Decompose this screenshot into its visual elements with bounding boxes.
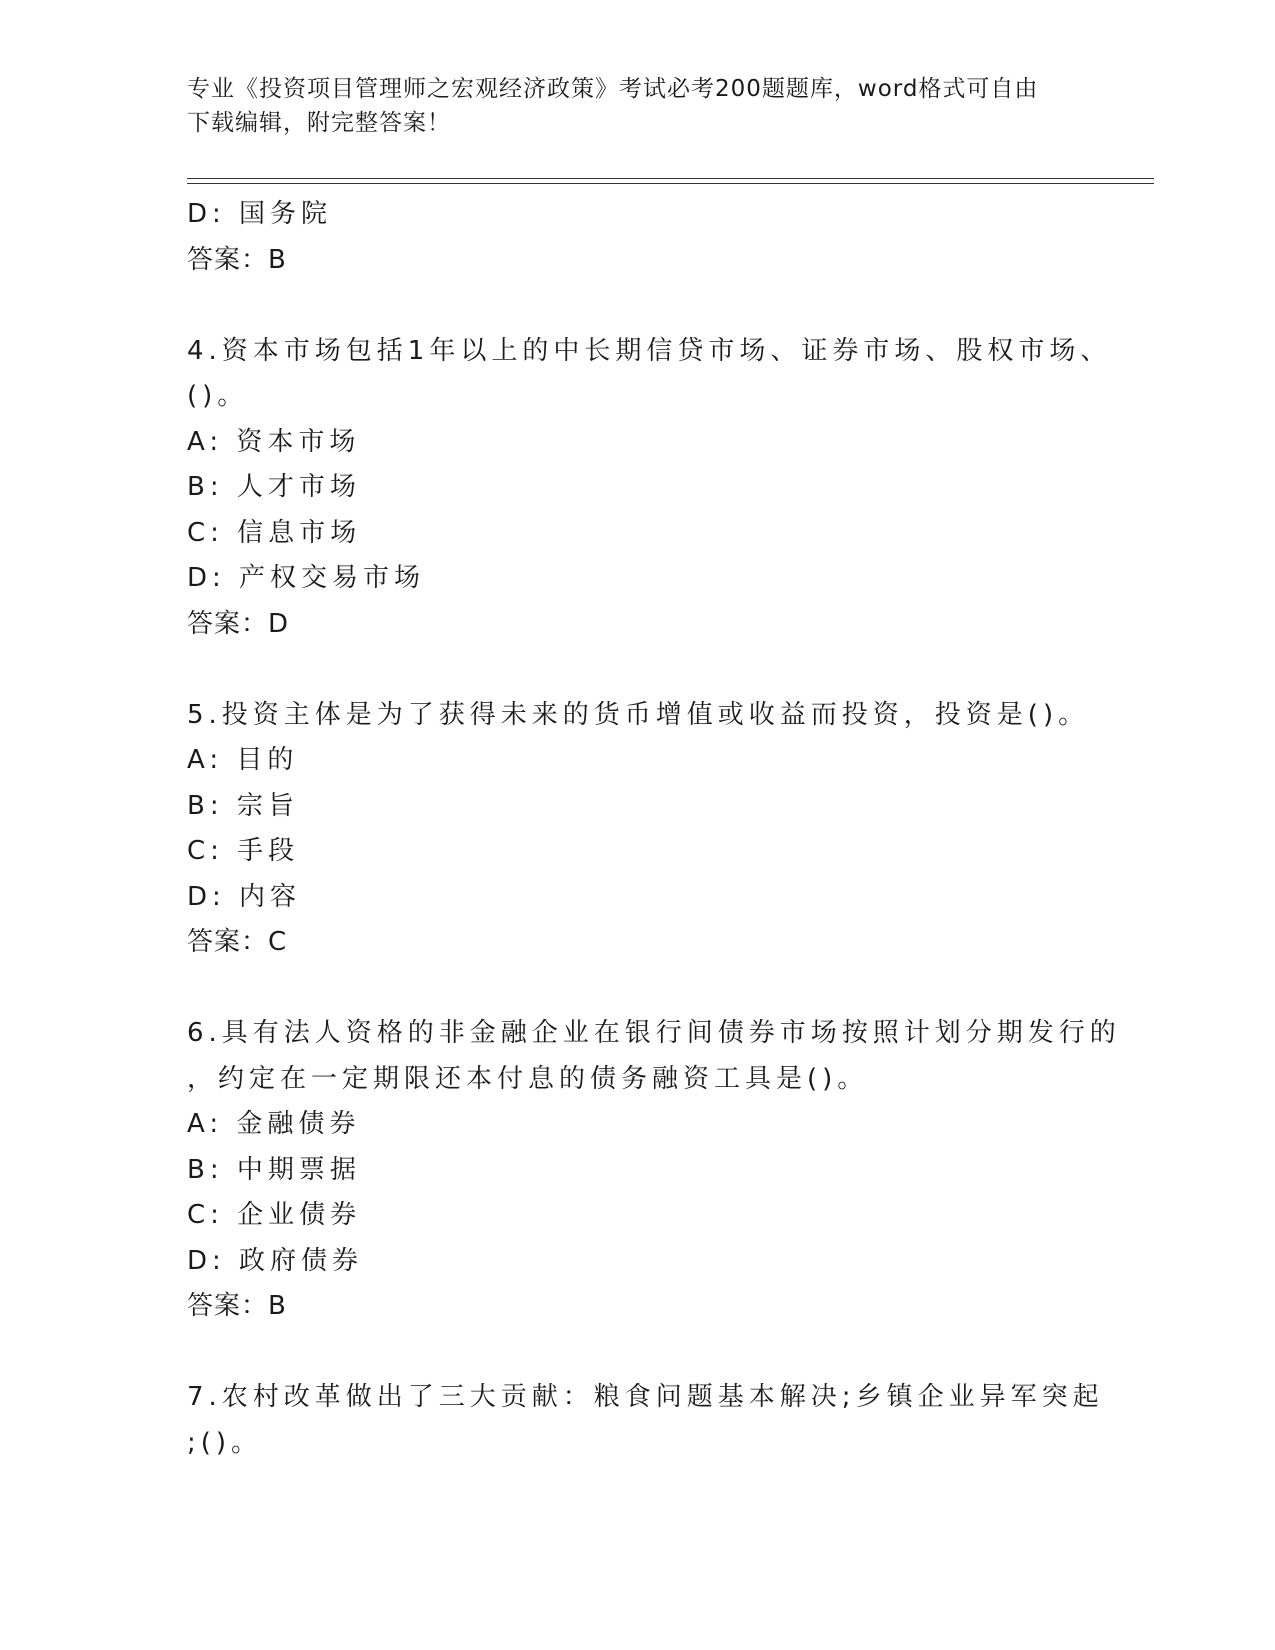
option-line: D: 产权交易市场: [187, 563, 426, 593]
question-text: 4.资本市场包括1年以上的中长期信贷市场、证券市场、股权市场、: [187, 335, 1112, 366]
question-text: ()。: [187, 381, 249, 411]
document-header: [187, 72, 1067, 140]
answer-line: 答案：C: [187, 927, 288, 957]
option-line: C: 手段: [187, 836, 300, 866]
option-line: C: 企业债券: [187, 1200, 362, 1230]
header-line-1: 专业《投资项目管理师之宏观经济政策》考试必考200题题库，word格式可自由: [187, 76, 1039, 102]
answer-line: 答案：B: [187, 244, 287, 275]
option-line: A: 目的: [187, 745, 299, 775]
option-line: D: 内容: [187, 881, 302, 912]
question-list: [187, 192, 1121, 1466]
block-spacer: [187, 966, 1087, 1012]
block-spacer: [187, 1330, 1087, 1376]
option-line: B: 中期票据: [187, 1154, 361, 1185]
question-text: 5.投资主体是为了获得未来的货币增值或收益而投资，投资是()。: [187, 699, 1090, 730]
question-text: ;()。: [187, 1427, 263, 1458]
block-spacer: [187, 647, 1087, 693]
question-text: 6.具有法人资格的非金融企业在银行间债券市场按照计划分期发行的: [187, 1018, 1121, 1048]
answer-line: 答案：B: [187, 1291, 287, 1321]
header-rule-bottom: [187, 183, 1154, 184]
option-line: D: 国务院: [187, 199, 333, 229]
question-text: 7.农村改革做出了三大贡献：粮食问题基本解决;乡镇企业异军突起: [187, 1382, 1104, 1412]
question-text: ，约定在一定期限还本付息的债务融资工具是()。: [187, 1063, 869, 1094]
answer-line: 答案：D: [187, 608, 290, 639]
header-line-2: 下载编辑，附完整答案！: [187, 110, 451, 136]
option-line: A: 资本市场: [187, 426, 361, 457]
option-line: C: 信息市场: [187, 517, 362, 548]
option-line: D: 政府债券: [187, 1245, 364, 1276]
block-spacer: [187, 283, 1087, 329]
option-line: B: 人才市场: [187, 472, 361, 502]
option-line: B: 宗旨: [187, 790, 299, 821]
header-rule-top: [187, 178, 1154, 179]
option-line: A: 金融债券: [187, 1109, 361, 1139]
